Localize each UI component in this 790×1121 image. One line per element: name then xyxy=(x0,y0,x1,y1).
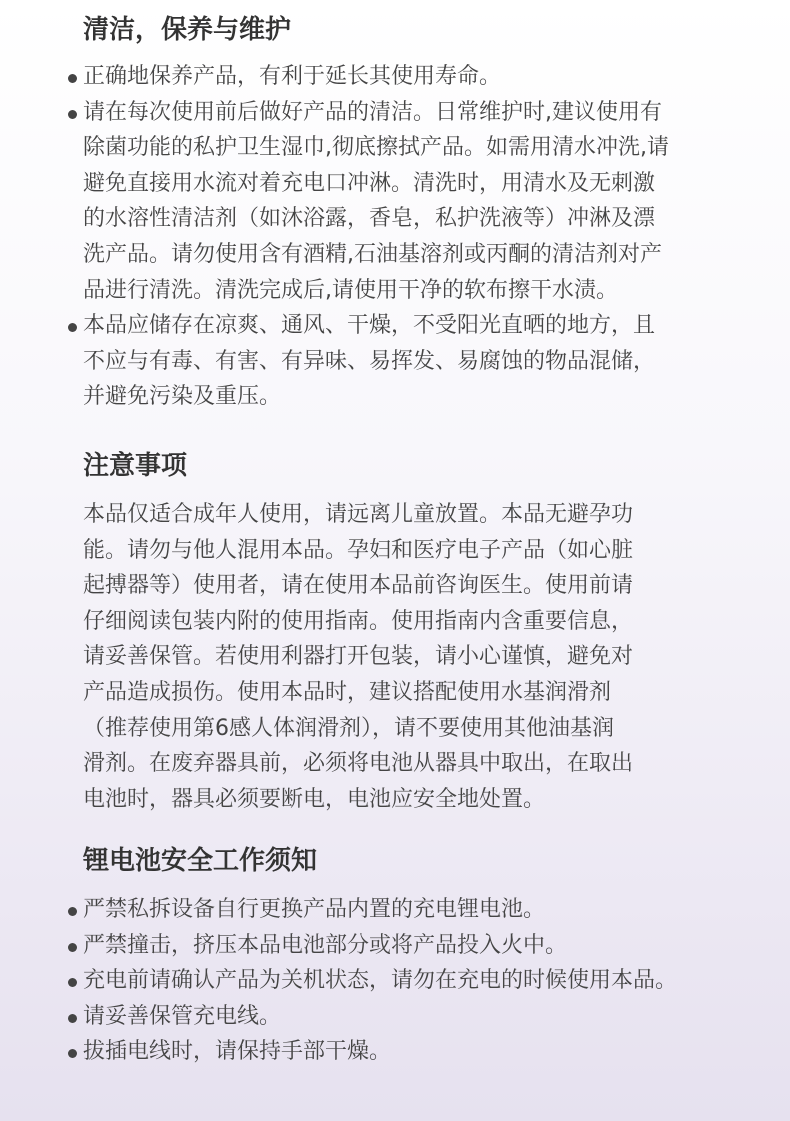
list-item-cont: 洗产品。请勿使用含有酒精,石油基溶剂或丙酮的清洁剂对产 xyxy=(83,241,662,267)
paragraph-line: 能。请勿与他人混用本品。孕妇和医疗电子产品（如心脏 xyxy=(83,537,634,563)
list-item-cont: 的水溶性清洁剂（如沐浴露，香皂，私护洗液等）冲淋及漂 xyxy=(83,206,656,232)
paragraph-line: 滑剂。在废弃器具前，必须将电池从器具中取出，在取出 xyxy=(83,751,634,777)
list-item-cont: 并避免污染及重压。 xyxy=(83,384,282,410)
paragraph-line: 请妥善保管。若使用利器打开包装，请小心谨慎，避免对 xyxy=(83,644,634,670)
paragraph-line: 电池时，器具必须要断电，电池应安全地处置。 xyxy=(83,786,546,812)
section-title-cleaning: 清洁，保养与维护 xyxy=(83,15,292,45)
list-item-cont: 品进行清洗。清洗完成后,请使用干净的软布擦干水渍。 xyxy=(83,277,618,303)
list-item: 本品应储存在凉爽、通风、干燥，不受阳光直晒的地方，且 xyxy=(83,308,669,344)
cleaning-list xyxy=(83,59,669,415)
section-title-precautions: 注意事项 xyxy=(83,451,188,481)
list-item: 充电前请确认产品为关机状态，请勿在充电的时候使用本品。 xyxy=(83,963,677,999)
paragraph-line: 本品仅适合成年人使用，请远离儿童放置。本品无避孕功 xyxy=(83,502,634,527)
list-item: 严禁撞击，挤压本品电池部分或将产品投入火中。 xyxy=(83,928,677,964)
list-item: 请妥善保管充电线。 xyxy=(83,999,677,1035)
list-item: 请在每次使用前后做好产品的清洁。日常维护时,建议使用有 xyxy=(83,95,669,131)
list-item: 正确地保养产品，有利于延长其使用寿命。 xyxy=(83,59,669,95)
paragraph-line: 起搏器等）使用者，请在使用本品前咨询医生。使用前请 xyxy=(83,573,634,599)
list-item-cont: 避免直接用水流对着充电口冲淋。清洗时，用清水及无刺激 xyxy=(83,170,656,196)
list-item: 拔插电线时，请保持手部干燥。 xyxy=(83,1034,677,1070)
precautions-paragraph xyxy=(83,497,633,817)
battery-list xyxy=(83,892,677,1070)
list-item-cont: 除菌功能的私护卫生湿巾,彻底擦拭产品。如需用清水冲洗,请 xyxy=(83,135,669,161)
paragraph-line: 产品造成损伤。使用本品时，建议搭配使用水基润滑剂 xyxy=(83,679,612,705)
list-item-cont: 不应与有毒、有害、有异味、易挥发、易腐蚀的物品混储， xyxy=(83,348,656,374)
list-item: 严禁私拆设备自行更换产品内置的充电锂电池。 xyxy=(83,892,677,928)
paragraph-line: 仔细阅读包装内附的使用指南。使用指南内含重要信息， xyxy=(83,608,634,634)
paragraph-line: （推荐使用第6感人体润滑剂），请不要使用其他油基润 xyxy=(83,715,614,741)
section-title-battery: 锂电池安全工作须知 xyxy=(83,846,318,876)
